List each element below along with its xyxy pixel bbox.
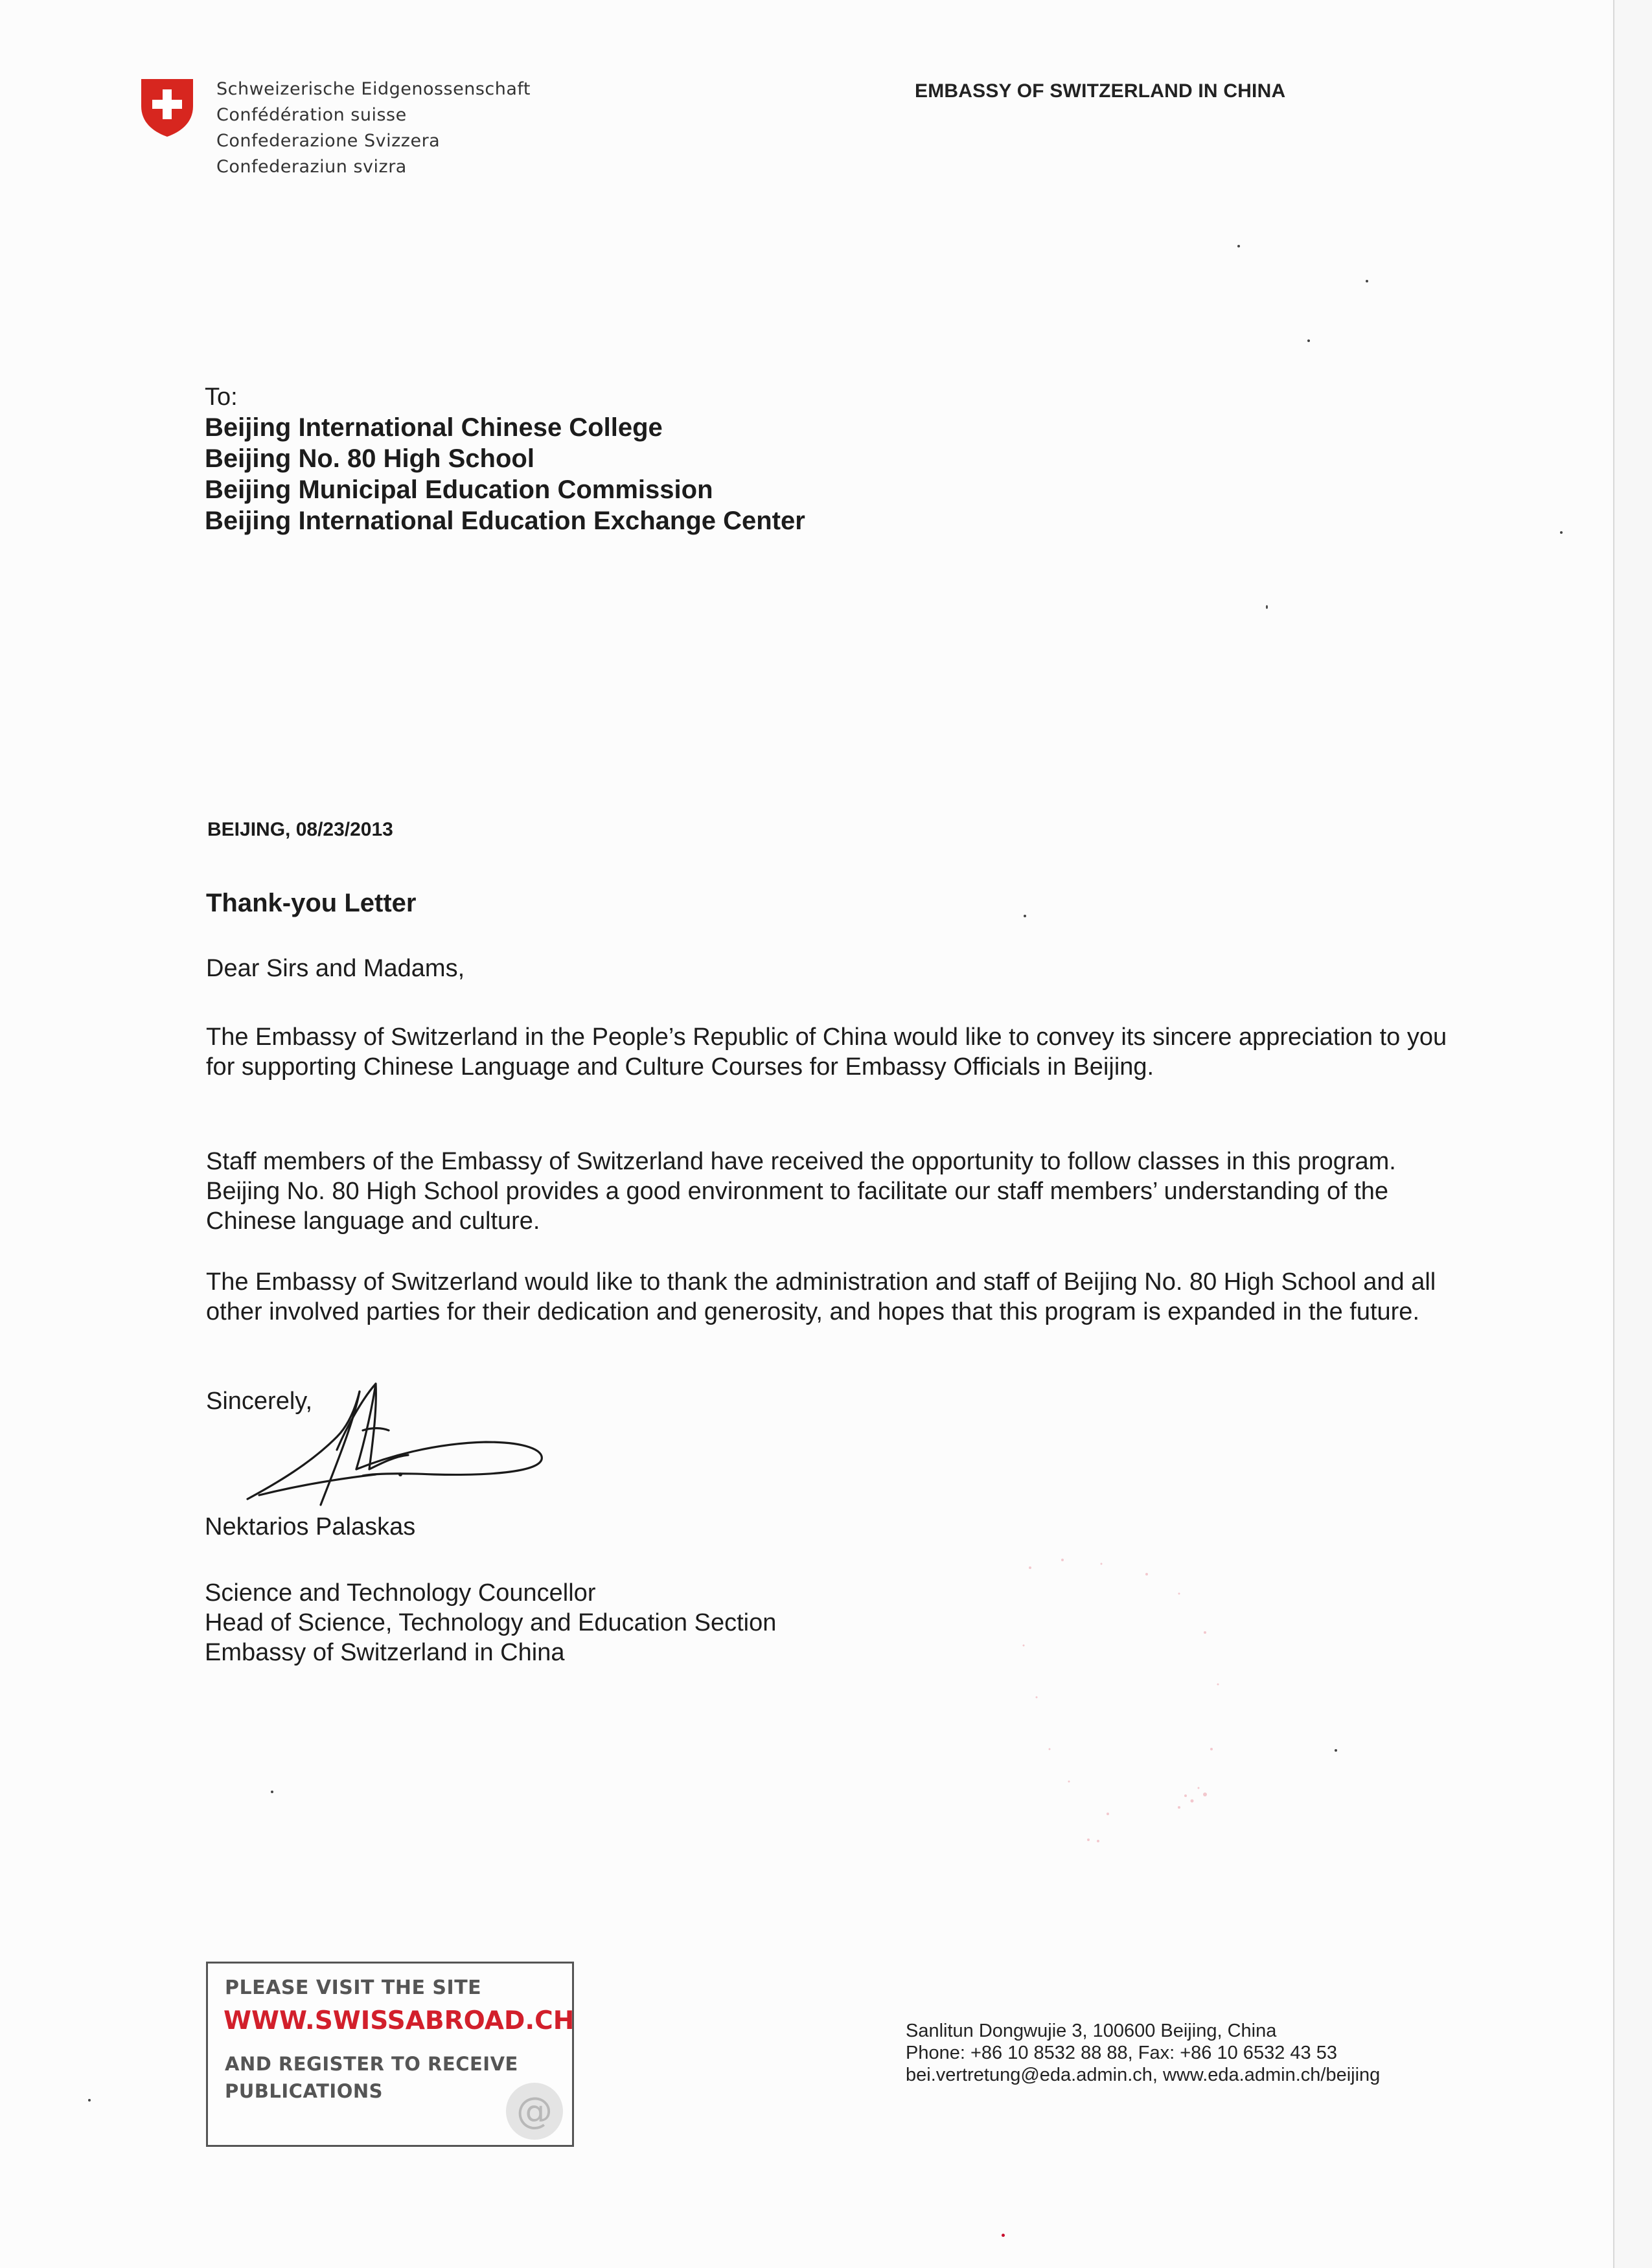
signer-title-line: Head of Science, Technology and Education Section — [205, 1609, 777, 1636]
scan-speck — [1237, 245, 1240, 247]
svg-text:@: @ — [516, 2090, 553, 2132]
scan-speck — [88, 2099, 91, 2102]
recipient-list — [205, 412, 805, 536]
letter-subject: Thank-you Letter — [206, 889, 417, 917]
swiss-crest-icon — [139, 76, 196, 139]
scan-speck — [1560, 531, 1563, 534]
recipient-line: Beijing Municipal Education Commission — [205, 475, 713, 504]
footer-address — [906, 2020, 1380, 2086]
body-paragraph-2: Staff members of the Embassy of Switzerland have received the opportunity to follow classes in this program. Beijing No. 80 High School provides a good environment to facilitate our staff members’ understanding of the Chinese language and culture. — [206, 1148, 1396, 1235]
handwritten-signature — [240, 1366, 551, 1521]
confederation-line-fr: Confédération suisse — [216, 105, 407, 125]
scan-speck — [1307, 339, 1310, 342]
scan-speck — [271, 1791, 273, 1793]
visit-site-box — [206, 1962, 574, 2147]
visit-box-line-1: PLEASE VISIT THE SITE — [225, 1976, 482, 1999]
visit-box-line-4: PUBLICATIONS — [225, 2080, 384, 2102]
signer-title-line: Science and Technology Councellor — [205, 1579, 596, 1607]
closing: Sincerely, — [206, 1388, 313, 1415]
scan-speck — [1024, 915, 1026, 917]
scan-speck — [1002, 2234, 1005, 2237]
at-sign-icon — [503, 2080, 566, 2142]
swissabroad-link[interactable]: WWW.SWISSABROAD.CH — [224, 2006, 575, 2035]
scan-speck — [1366, 280, 1368, 282]
signer-titles — [205, 1578, 776, 1667]
body-paragraph-1: The Embassy of Switzerland in the People’s Republic of China would like to convey its sincere appreciation to you for supporting Chinese Language and Culture Courses for Embassy Officials in Beijing. — [206, 1024, 1447, 1081]
confederation-line-it: Confederazione Svizzera — [216, 131, 441, 151]
date-line: BEIJING, 08/23/2013 — [207, 819, 393, 840]
recipient-line: Beijing International Chinese College — [205, 413, 663, 442]
faint-stamp-mark — [1011, 1555, 1244, 1853]
contact-phone-fax: Phone: +86 10 8532 88 88, Fax: +86 10 6532 43 53 — [906, 2043, 1337, 2063]
contact-email-web: bei.vertretung@eda.admin.ch, www.eda.admin.ch/beijing — [906, 2065, 1381, 2085]
visit-box-line-3: AND REGISTER TO RECEIVE — [225, 2053, 518, 2075]
recipient-line: Beijing No. 80 High School — [205, 444, 534, 473]
address-line: Sanlitun Dongwujie 3, 100600 Beijing, China — [906, 2021, 1277, 2041]
salutation: Dear Sirs and Madams, — [206, 955, 465, 982]
signer-name: Nektarios Palaskas — [205, 1513, 416, 1541]
body-paragraph-3: The Embassy of Switzerland would like to thank the administration and staff of Beijing No. 80 High School and all other involved parties for their dedication and generosity, and hopes that this program is expanded in the future. — [206, 1268, 1436, 1325]
confederation-line-de: Schweizerische Eidgenossenschaft — [216, 79, 531, 99]
embassy-header: EMBASSY OF SWITZERLAND IN CHINA — [915, 80, 1286, 102]
recipient-line: Beijing International Education Exchange Center — [205, 507, 805, 535]
confederation-names — [216, 76, 531, 180]
scan-speck — [1335, 1749, 1337, 1752]
confederation-line-rm: Confederaziun svizra — [216, 157, 407, 177]
signer-title-line: Embassy of Switzerland in China — [205, 1639, 565, 1666]
scan-speck — [1266, 605, 1268, 609]
to-label: To: — [205, 384, 238, 411]
